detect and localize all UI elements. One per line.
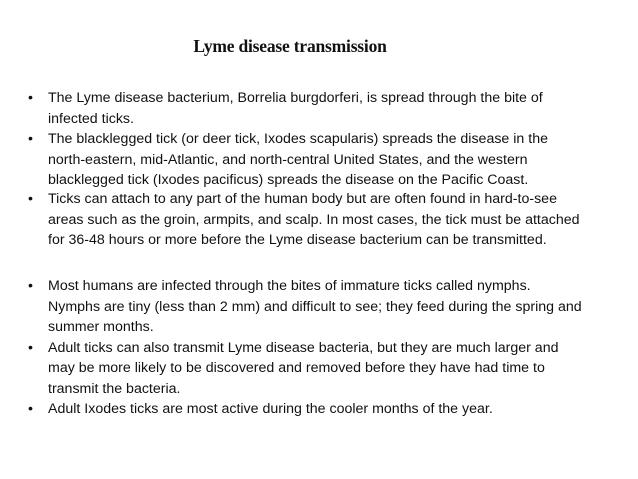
bullet-item: • Most humans are infected through the bites of immature ticks called nymphs. Nymphs are tiny (less than 2 mm) and difficult to see; they feed during the spring and summer months. [26, 276, 586, 338]
bullet-item: • Adult ticks can also transmit Lyme disease bacteria, but they are much larger and may be more likely to be discovered and removed before they have had time to transmit the bacteria. [26, 338, 586, 400]
bullet-item: • The Lyme disease bacterium, Borrelia burgdorferi, is spread through the bite of infected ticks. [26, 88, 586, 129]
bullet-item: • Adult Ixodes ticks are most active during the cooler months of the year. [26, 399, 586, 420]
bullet-group-1 [26, 88, 586, 191]
bullet-group-3 [26, 276, 586, 420]
slide-title: Lyme disease transmission [193, 36, 387, 56]
bullet-item: • The blacklegged tick (or deer tick, Ixodes scapularis) spreads the disease in the north-eastern, mid-Atlantic, and north-central United States, and the western blacklegged tick (Ixodes pacificus) spreads the disease on the Pacific Coast. [26, 129, 586, 191]
bullet-group-2 [26, 189, 586, 251]
bullet-item: • Ticks can attach to any part of the human body but are often found in hard-to-see areas such as the groin, armpits, and scalp. In most cases, the tick must be attached for 36-48 hours or more before the Lyme disease bacterium can be transmitted. [26, 189, 586, 251]
